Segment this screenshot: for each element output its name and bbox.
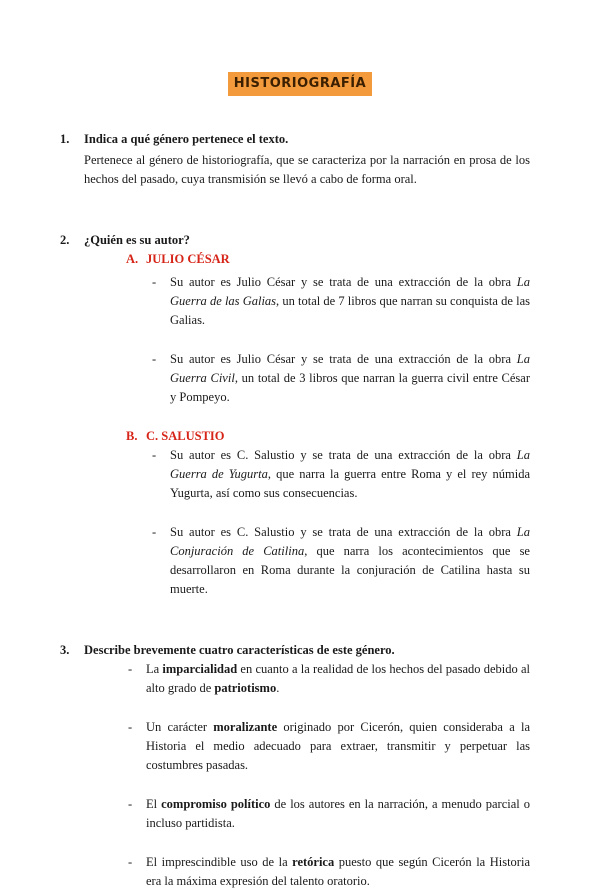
bullet-text: El (146, 797, 162, 811)
dash-marker: - (152, 448, 157, 462)
question-1 (60, 130, 530, 189)
author-section-b (126, 427, 530, 599)
dash-marker: - (128, 855, 133, 869)
list-item (152, 446, 531, 503)
work-title: La Guerra de Yugurta (170, 448, 530, 481)
document-body (0, 130, 600, 891)
list-item (152, 523, 530, 599)
dash-marker: - (128, 797, 133, 811)
bullet-text: en cuanto a la realidad de los hechos del pasado debido al alto grado de (146, 662, 531, 695)
bullet-text: , un total de 7 libros que narran su conquista de las Galias. (170, 294, 530, 327)
question-number: 2. (60, 233, 70, 247)
bullet-text: Su autor es Julio César y se trata de una extracción de la obra (170, 275, 517, 289)
dash-marker: - (128, 662, 133, 676)
dash-marker: - (152, 275, 157, 289)
dash-marker: - (152, 525, 157, 539)
section-heading (126, 250, 530, 269)
work-title: La Guerra de las Galias (170, 275, 530, 308)
work-title: La Conjuración de Catilina (170, 525, 530, 558)
keyword: patriotismo (214, 681, 277, 695)
list-item (152, 273, 530, 330)
section-author: C. SALUSTIO (146, 429, 225, 443)
question-3 (60, 641, 530, 660)
list-item (128, 660, 531, 698)
question-heading: Describe brevemente cuatro características de este género. (84, 643, 395, 657)
bullet-text: , que narra los acontecimientos que se desarrollaron en Roma durante la conjuración de Catilina hasta su muerte. (170, 544, 530, 596)
list-item (152, 350, 531, 407)
list-item (128, 718, 530, 775)
section-letter: B. (126, 429, 138, 443)
keyword: moralizante (213, 720, 278, 734)
bullet-text: originado por Cicerón, quien consideraba a la Historia el medio adecuado para extraer, transmitir y perpetuar las costumbres pasadas. (146, 720, 530, 772)
section-heading (126, 427, 530, 446)
bullet-text: Su autor es Julio César y se trata de una extracción de la obra (170, 352, 517, 366)
bullet-text: Su autor es C. Salustio y se trata de una extracción de la obra (170, 525, 517, 539)
keyword: compromiso político (161, 797, 271, 811)
section-letter: A. (126, 252, 139, 266)
bullet-text: . (276, 681, 280, 695)
question-heading: ¿Quién es su autor? (84, 233, 190, 247)
answer-text: Pertenece al género de historiografía, que se caracteriza por la narración en prosa de los hechos del pasado, cuya transmisión se llevó a cabo de forma oral. (84, 153, 530, 186)
question-heading: Indica a qué género pertenece el texto. (84, 132, 289, 146)
list-item (128, 853, 530, 891)
author-section-a (126, 250, 530, 407)
bullet-text: Su autor es C. Salustio y se trata de una extracción de la obra (170, 448, 517, 462)
keyword: imparcialidad (162, 662, 238, 676)
title-area (0, 72, 600, 96)
work-title: La Guerra Civil (170, 352, 530, 385)
page-title: HISTORIOGRAFÍA (228, 72, 372, 96)
list-item (128, 795, 530, 833)
question-number: 1. (60, 132, 70, 146)
keyword: retórica (292, 855, 335, 869)
bullet-text: El imprescindible uso de la (146, 855, 293, 869)
question-2 (60, 231, 530, 250)
dash-marker: - (152, 352, 157, 366)
bullet-text: , un total de 3 libros que narran la guerra civil entre César y Pompeyo. (170, 371, 531, 404)
bullet-text: , que narra la guerra entre Roma y el rey númida Yugurta, así como sus consecuencias. (170, 467, 531, 500)
characteristics-list (128, 660, 531, 891)
question-number: 3. (60, 643, 70, 657)
bullet-text: La (146, 662, 163, 676)
bullet-text: puesto que según Cicerón la Historia era la máxima expresión del talento oratorio. (146, 855, 530, 888)
dash-marker: - (128, 720, 133, 734)
bullet-text: Un carácter (146, 720, 214, 734)
section-author: JULIO CÉSAR (146, 252, 230, 266)
bullet-text: de los autores en la narración, a menudo parcial o incluso partidista. (146, 797, 530, 830)
